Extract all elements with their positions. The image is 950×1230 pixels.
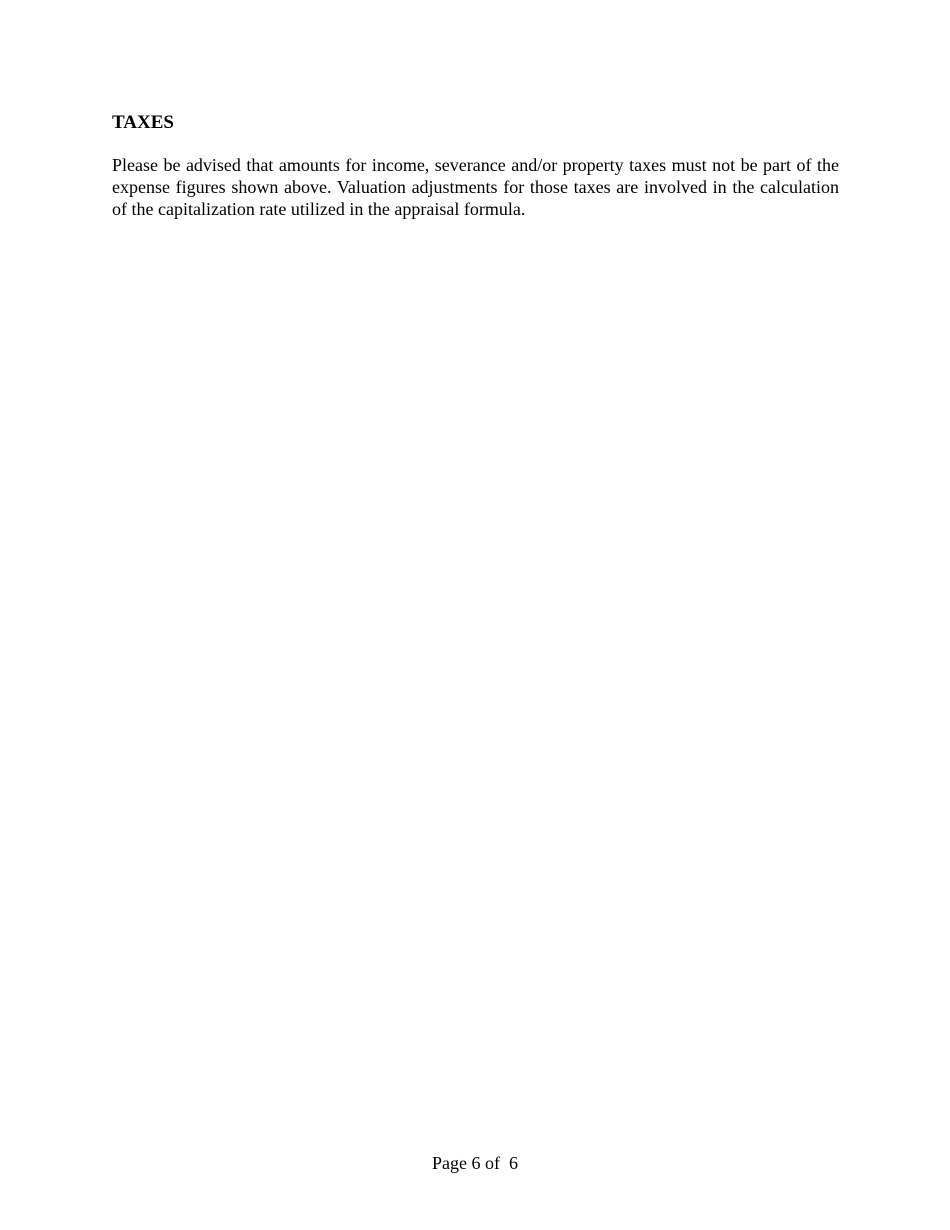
taxes-heading: TAXES — [112, 112, 174, 133]
page-number: Page 6 of 6 — [432, 1153, 518, 1173]
taxes-paragraph: Please be advised that amounts for income, severance and/or property taxes must not be part of the expense figures shown above. Valuation adjustments for those taxes are involved in the calculation of the capitalization rate utilized in the appraisal formula. — [112, 155, 839, 219]
